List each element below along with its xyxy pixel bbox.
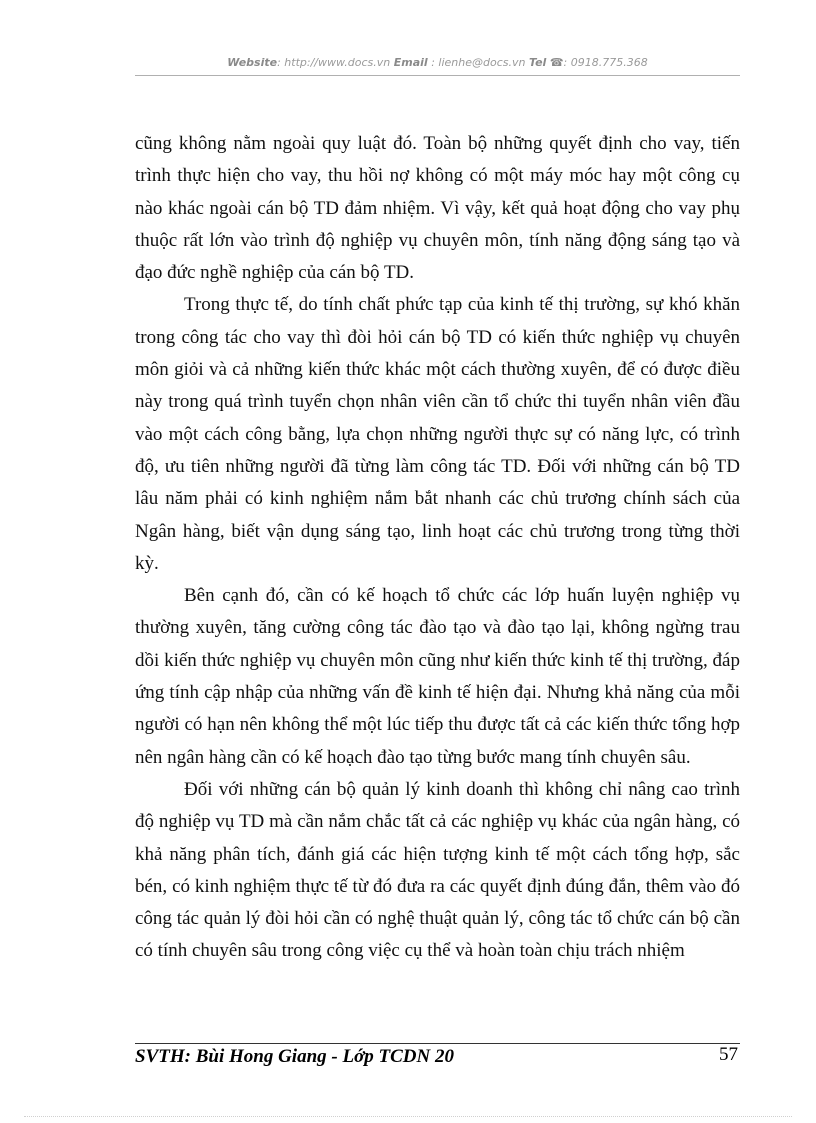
page-header <box>135 56 740 69</box>
email-value: : lienhe@docs.vn <box>431 56 526 69</box>
tel-value: : 0918.775.368 <box>563 56 648 69</box>
paragraph-1: cũng không nằm ngoài quy luật đó. Toàn bộ những quyết định cho vay, tiến trình thực hiện cho vay, thu hồi nợ không có một máy móc hay một công cụ nào khác ngoài cán bộ TD đảm nhiệm. Vì vậy, kết quả hoạt động cho vay phụ thuộc rất lớn vào trình độ nghiệp vụ chuyên môn, tính năng động sáng tạo và đạo đức nghề nghiệp của cán bộ TD. <box>135 133 740 284</box>
phone-icon: ☎ <box>549 56 564 69</box>
header-divider <box>135 75 740 76</box>
body-text <box>135 128 740 968</box>
paragraph-3: Bên cạnh đó, cần có kế hoạch tổ chức các lớp huấn luyện nghiệp vụ thường xuyên, tăng cường công tác đào tạo và đào tạo lại, không ngừng trau dồi kiến thức nghiệp vụ chuyên môn cũng như kiến thức kinh tế thị trường, đáp ứng tính cập nhập của những vấn đề kinh tế hiện đại. Nhưng khả năng của mỗi người có hạn nên không thể một lúc tiếp thu được tất cả các kiến thức tổng hợp nên ngân hàng cần có kế hoạch đào tạo từng bước mang tính chuyên sâu. <box>135 585 740 768</box>
tel-label: Tel <box>528 56 547 69</box>
website-label: Website <box>227 56 278 69</box>
email-label: Email <box>393 56 428 69</box>
paragraph-4: Đối với những cán bộ quản lý kinh doanh thì không chỉ nâng cao trình độ nghiệp vụ TD mà cần nắm chắc tất cả các nghiệp vụ khác của ngân hàng, có khả năng phân tích, đánh giá các hiện tượng kinh tế một cách tổng hợp, sắc bén, có kinh nghiệm thực tế từ đó đưa ra các quyết định đúng đắn, thêm vào đó công tác quản lý đòi hỏi cần có nghệ thuật quản lý, công tác tổ chức cán bộ cần có tính chuyên sâu trong công việc cụ thể và hoàn toàn chịu trách nhiệm <box>135 778 740 962</box>
paragraph-2: Trong thực tế, do tính chất phức tạp của kinh tế thị trường, sự khó khăn trong công tác cho vay thì đòi hỏi cán bộ TD có kiến thức nghiệp vụ chuyên môn giỏi và cả những kiến thức khác một cách thường xuyên, để có được điều này trong quá trình tuyển chọn nhân viên cần tổ chức thi tuyển nhân viên đầu vào một cách công bằng, lựa chọn những người thực sự có năng lực, có trình độ, ưu tiên những người đã từng làm công tác TD. Đối với những cán bộ TD lâu năm phải có kinh nghiệm nắm bắt nhanh các chủ trương chính sách của Ngân hàng, biết vận dụng sáng tạo, linh hoạt các chủ trương trong từng thời kỳ. <box>135 294 740 574</box>
website-value: : http://www.docs.vn <box>277 56 391 69</box>
page-bottom-border <box>24 1116 792 1117</box>
page-number: 57 <box>719 1044 738 1065</box>
footer-divider <box>135 1043 740 1044</box>
footer-author: SVTH: Bùi Hong Giang - Lớp TCDN 20 <box>135 1046 454 1067</box>
